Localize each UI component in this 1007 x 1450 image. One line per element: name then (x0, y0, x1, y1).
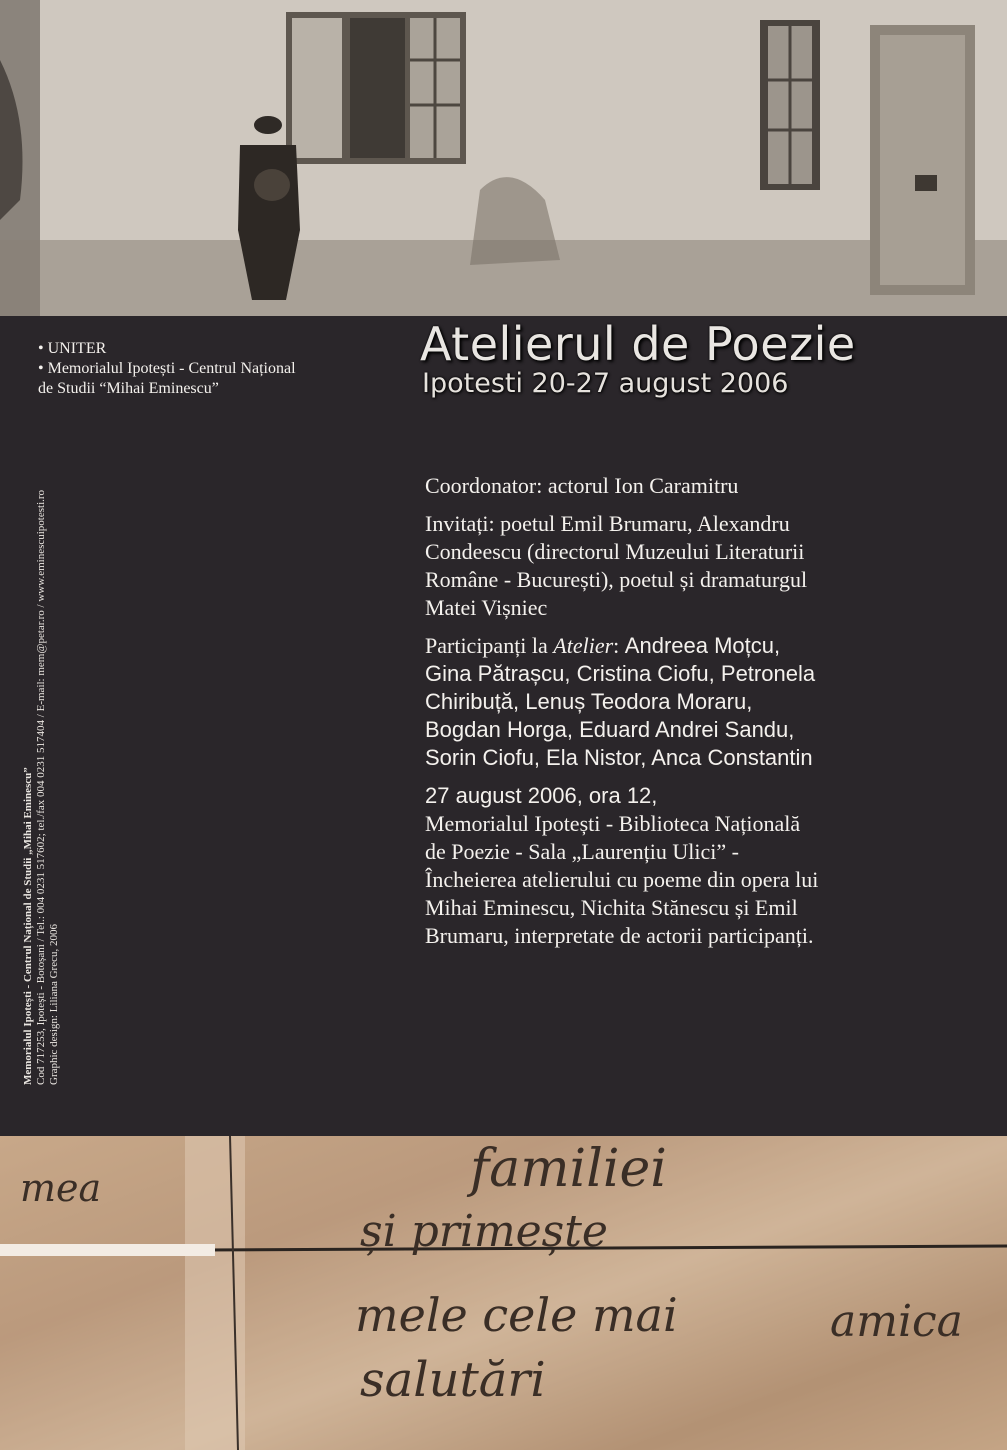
organizer-uniter: • UNITER (38, 340, 107, 357)
participants-prefix: Participanți la (425, 633, 554, 658)
organizers-list (38, 339, 338, 399)
handwriting-word-2: mea (20, 1166, 102, 1210)
poster-title: Atelierul de Poezie (420, 317, 856, 371)
footer-contact: Cod 717253, Ipotești - Botoșani / Tel.: 004 0231 517602; tel./fax 004 0231 517404 / E-mail: mem@petar.ro / www.eminescuipotesti.ro (35, 489, 47, 1085)
handwritten-letter-illustration (0, 1136, 1007, 1450)
participants-paragraph (425, 632, 825, 772)
participants-names: Andreea Moțcu, Gina Pătrașcu, Cristina Ciofu, Petronela Chiribuță, Lenuș Teodora Moraru, Bogdan Horga, Eduard Andrei Sandu, Sorin Ciofu, Ela Nistor, Anca Constantin (425, 633, 816, 770)
footer-institution: Memorialul Ipotești - Centrul Național de Studii „Mihai Eminescu” (22, 767, 34, 1085)
coordinator-line: Coordonator: actorul Ion Caramitru (425, 473, 739, 498)
organizer-memorial: • Memorialul Ipotești - Centrul Național de Studii “Mihai Eminescu” (38, 360, 296, 397)
handwriting-word-5: salutări (360, 1352, 546, 1408)
contact-footer (22, 485, 61, 1085)
atelier-word: Atelier (553, 633, 614, 658)
header-photograph (0, 0, 1007, 316)
house-photo-illustration (0, 0, 1007, 316)
poster-subtitle: Ipotesti 20-27 august 2006 (422, 368, 789, 399)
handwriting-word-3: și primește (360, 1206, 608, 1257)
event-details (425, 472, 825, 960)
handwriting-word-4: mele cele mai (355, 1288, 678, 1342)
footer-credits: Graphic design: Liliana Grecu, 2006 (48, 924, 60, 1085)
handwriting-word-6: amica (830, 1296, 963, 1347)
event-paragraph (425, 782, 825, 950)
guests-paragraph: Invitați: poetul Emil Brumaru, Alexandru Condeescu (directorul Muzeului Literaturii Române - București), poetul și dramaturgul Matei Vișniec (425, 511, 808, 620)
participants-colon: : (613, 633, 625, 658)
handwriting-word-1: familiei (470, 1139, 667, 1199)
event-date: 27 august 2006, ora 12, (425, 783, 658, 808)
event-description: Memorialul Ipotești - Biblioteca Națională de Poezie - Sala „Laurențiu Ulici” - Încheierea atelierului cu poeme din opera lui Mihai Eminescu, Nichita Stănescu și Emil Brumaru, interpretate de actorii participanți. (425, 811, 819, 948)
manuscript-photograph (0, 1136, 1007, 1450)
